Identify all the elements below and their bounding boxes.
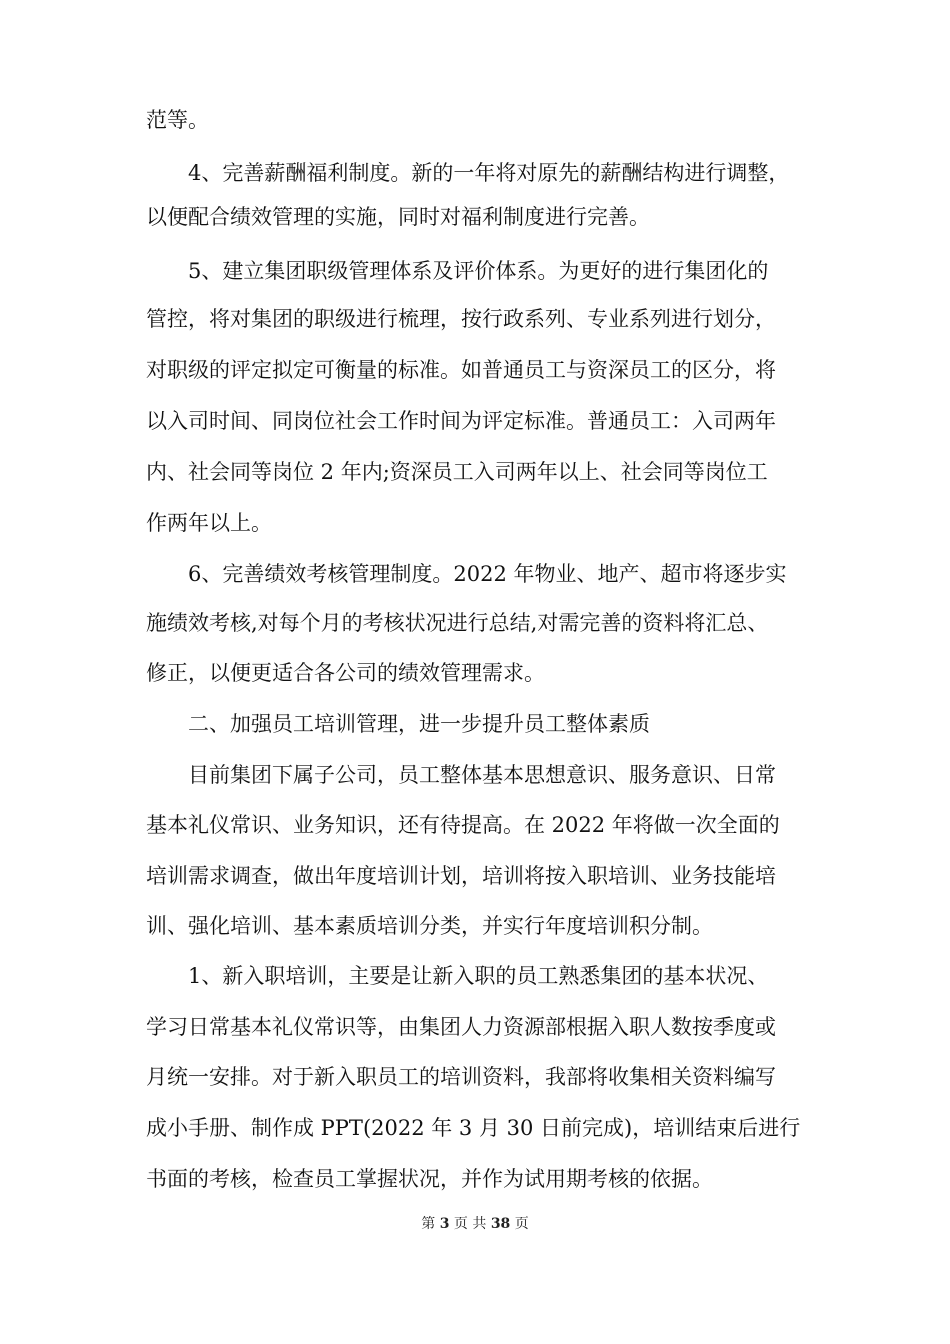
- text-line: 成小手册、制作成 PPT(2022 年 3 月 30 日前完成)，培训结束后进行: [146, 1116, 801, 1140]
- text-line: 以入司时间、同岗位社会工作时间为评定标准。普通员工：入司两年: [146, 409, 776, 433]
- text-line: 5、建立集团职级管理体系及评价体系。为更好的进行集团化的: [188, 259, 769, 283]
- footer-suffix: 页: [514, 1216, 529, 1232]
- text-line: 训、强化培训、基本素质培训分类，并实行年度培训积分制。: [146, 914, 713, 938]
- text-line: 施绩效考核,对每个月的考核状况进行总结,对需完善的资料将汇总、: [146, 611, 769, 635]
- text-line: 范等。: [146, 108, 209, 132]
- footer-middle: 页 共: [453, 1216, 487, 1232]
- text-line: 月统一安排。对于新入职员工的培训资料，我部将收集相关资料编写: [146, 1065, 776, 1089]
- text-line: 6、完善绩效考核管理制度。2022 年物业、地产、超市将逐步实: [188, 562, 787, 586]
- text-line: 目前集团下属子公司，员工整体基本思想意识、服务意识、日常: [188, 763, 776, 787]
- text-line: 修正，以便更适合各公司的绩效管理需求。: [146, 661, 545, 685]
- page-footer: [0, 1214, 950, 1234]
- text-line: 以便配合绩效管理的实施，同时对福利制度进行完善。: [146, 205, 650, 229]
- text-line: 作两年以上。: [146, 511, 272, 535]
- text-line: 对职级的评定拟定可衡量的标准。如普通员工与资深员工的区分，将: [146, 358, 776, 382]
- text-line: 书面的考核，检查员工掌握状况，并作为试用期考核的依据。: [146, 1167, 713, 1191]
- text-line: 4、完善薪酬福利制度。新的一年将对原先的薪酬结构进行调整，: [188, 161, 790, 185]
- total-page-count: 38: [490, 1216, 511, 1232]
- text-line: 内、社会同等岗位 2 年内;资深员工入司两年以上、社会同等岗位工: [146, 460, 768, 484]
- text-line: 1、新入职培训，主要是让新入职的员工熟悉集团的基本状况、: [188, 964, 769, 988]
- text-line: 培训需求调查，做出年度培训计划，培训将按入职培训、业务技能培: [146, 864, 776, 888]
- text-line: 管控，将对集团的职级进行梳理，按行政系列、专业系列进行划分，: [146, 307, 776, 331]
- text-line: 学习日常基本礼仪常识等，由集团人力资源部根据入职人数按季度或: [146, 1015, 776, 1039]
- section-heading: 二、加强员工培训管理，进一步提升员工整体素质: [188, 712, 650, 736]
- footer-prefix: 第: [421, 1216, 436, 1232]
- current-page-number: 3: [439, 1216, 450, 1232]
- text-line: 基本礼仪常识、业务知识，还有待提高。在 2022 年将做一次全面的: [146, 813, 780, 837]
